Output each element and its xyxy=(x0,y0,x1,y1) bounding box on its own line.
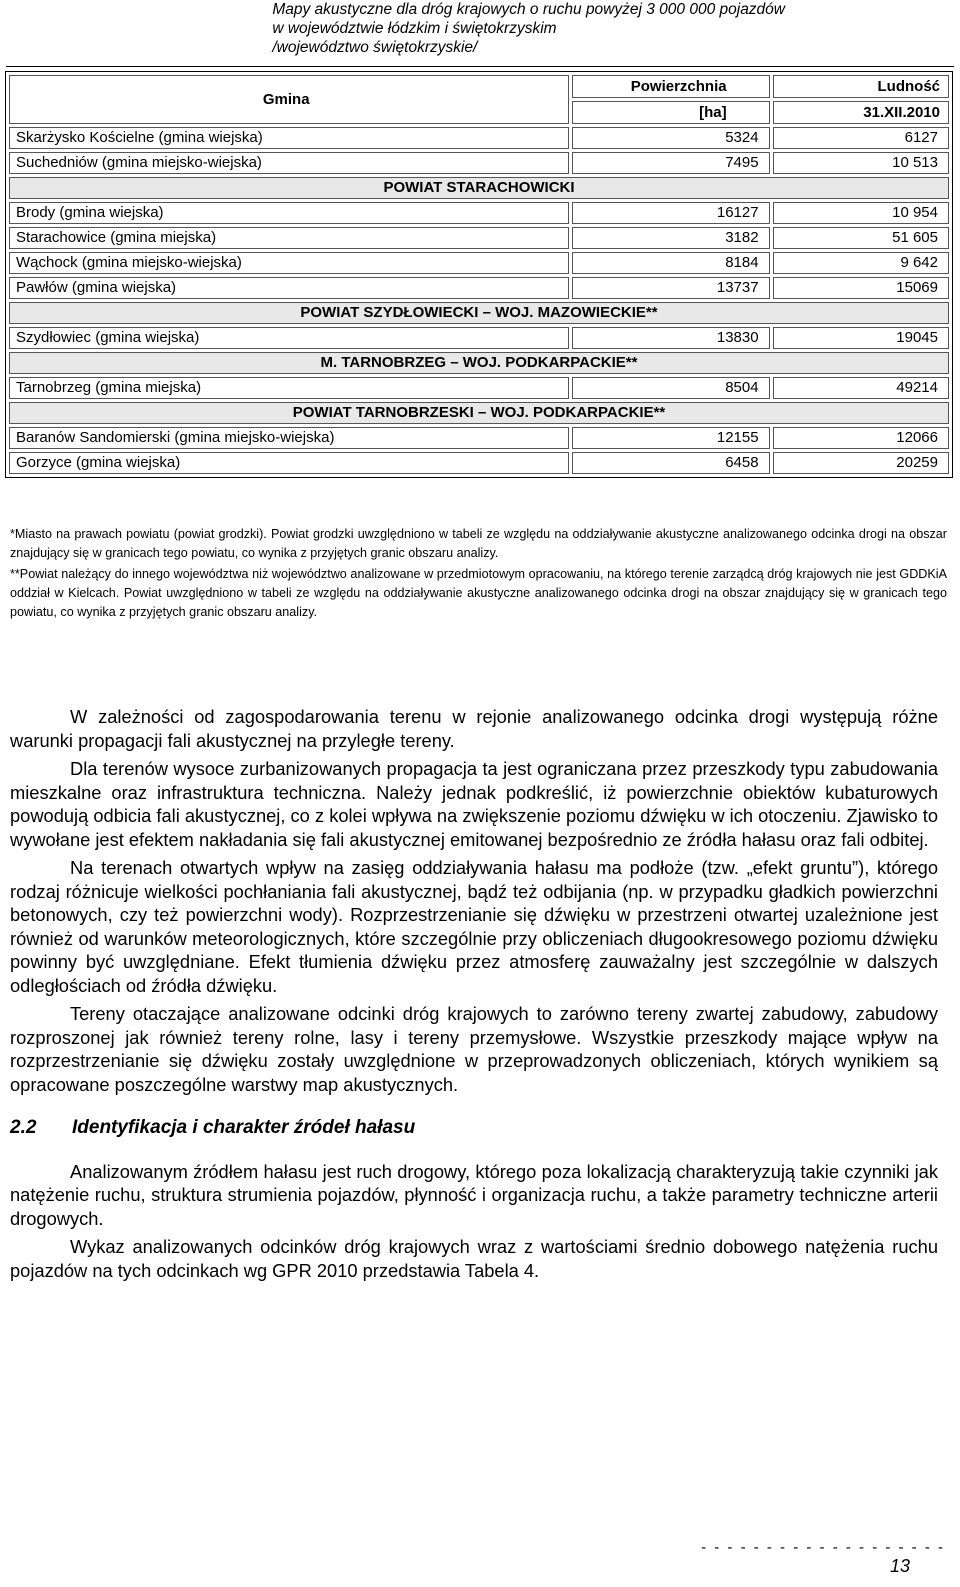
table-group-row xyxy=(9,302,949,324)
group-label: M. TARNOBRZEG – WOJ. PODKARPACKIE** xyxy=(9,352,949,374)
cell-gmina: Brody (gmina wiejska) xyxy=(9,202,569,224)
cell-population: 49214 xyxy=(773,377,949,399)
table-row xyxy=(9,127,949,149)
paragraph-2: Dla terenów wysoce zurbanizowanych propagacja ta jest ograniczana przez przeszkody typu zabudowania mieszkalne oraz infrastruktura techniczna. Należy jednak podkreślić, iż powierzchnie obiektów kubaturowych powodują odbicia fali akustycznej, co z kolei wpływa na zwiększenie poziomu dźwięku w ich otoczeniu. Zjawisko to wywołane jest efektem nakładania się fali akustycznej emitowanej bezpośrednio ze źródła hałasu oraz fali odbitej. xyxy=(10,758,938,850)
cell-gmina: Wąchock (gmina miejsko-wiejska) xyxy=(9,252,569,274)
paragraph-5: Analizowanym źródłem hałasu jest ruch drogowy, którego poza lokalizacją charakteryzują takie czynniki jak natężenie ruchu, struktura strumienia pojazdów, płynność i organizacja ruchu, a także parametry techniczne arterii drogowych. xyxy=(10,1160,938,1229)
table-group-row xyxy=(9,402,949,424)
footnote-2: **Powiat należący do innego województwa niż województwo analizowane w przedmiotowym opracowaniu, na którego terenie zarządcą dróg krajowych nie jest GDDKiA oddział w Kielcach. Powiat uwzględniono w tabeli ze względu na oddziaływanie akustyczne analizowanego odcinka drogi na obszar znajdujący się w granicach tego powiatu, co wynika z przyjętych granic obszaru analizy. xyxy=(10,567,947,619)
cell-area: 13737 xyxy=(572,277,769,299)
cell-population: 15069 xyxy=(773,277,949,299)
column-header-population: Ludność xyxy=(773,75,949,98)
header-line-3: /województwo świętokrzyskie/ xyxy=(272,39,478,56)
cell-area: 12155 xyxy=(572,427,769,449)
cell-population: 10 954 xyxy=(773,202,949,224)
cell-population: 20259 xyxy=(773,452,949,474)
cell-population: 6127 xyxy=(773,127,949,149)
footer-dashes: - - - - - - - - - - - - - - - - - - - xyxy=(701,1539,945,1556)
paragraph-1: W zależności od zagospodarowania terenu w rejonie analizowanego odcinka drogi występują różne warunki propagacji fali akustycznej na przyległe tereny. xyxy=(10,706,938,751)
cell-population: 19045 xyxy=(773,327,949,349)
table-row xyxy=(9,202,949,224)
cell-population: 10 513 xyxy=(773,152,949,174)
cell-gmina: Pawłów (gmina wiejska) xyxy=(9,277,569,299)
column-header-population-date: 31.XII.2010 xyxy=(773,101,949,124)
cell-gmina: Szydłowiec (gmina wiejska) xyxy=(9,327,569,349)
cell-gmina: Suchedniów (gmina miejsko-wiejska) xyxy=(9,152,569,174)
group-label: POWIAT SZYDŁOWIECKI – WOJ. MAZOWIECKIE** xyxy=(9,302,949,324)
gmina-table xyxy=(5,71,953,478)
section-heading xyxy=(10,1116,938,1140)
table-row xyxy=(9,152,949,174)
cell-gmina: Baranów Sandomierski (gmina miejsko-wiejska) xyxy=(9,427,569,449)
body-text xyxy=(10,705,938,1287)
table-row xyxy=(9,427,949,449)
cell-population: 12066 xyxy=(773,427,949,449)
cell-population: 51 605 xyxy=(773,227,949,249)
table-row xyxy=(9,327,949,349)
page-number: 13 xyxy=(889,1556,910,1576)
header-line-2: w województwie łódzkim i świętokrzyskim xyxy=(272,20,557,37)
column-header-area-unit: [ha] xyxy=(572,101,769,124)
table-row xyxy=(9,227,949,249)
section-title: Identyfikacja i charakter źródeł hałasu xyxy=(72,1117,416,1138)
column-header-area: Powierzchnia xyxy=(572,75,769,98)
section-number: 2.2 xyxy=(10,1117,37,1138)
cell-gmina: Tarnobrzeg (gmina miejska) xyxy=(9,377,569,399)
cell-area: 7495 xyxy=(572,152,769,174)
group-label: POWIAT TARNOBRZESKI – WOJ. PODKARPACKIE** xyxy=(9,402,949,424)
cell-area: 8504 xyxy=(572,377,769,399)
cell-gmina: Starachowice (gmina miejska) xyxy=(9,227,569,249)
footnote-1: *Miasto na prawach powiatu (powiat grodzki). Powiat grodzki uwzględniono w tabeli ze względu na oddziaływanie akustyczne analizowanego odcinka drogi na obszar znajdujący się w granicach tego powiatu, co wynika z przyjętych granic obszaru analizy. xyxy=(10,527,947,560)
table-group-row xyxy=(9,177,949,199)
column-header-gmina: Gmina xyxy=(9,75,569,124)
cell-area: 6458 xyxy=(572,452,769,474)
paragraph-3: Na terenach otwartych wpływ na zasięg oddziaływania hałasu ma podłoże (tzw. „efekt gruntu”), którego rodzaj różnicuje wielkości pochłaniania fali akustycznej, bądź też odbijania (np. w przypadku gładkich powierzchni betonowych, czy też powierzchni wody). Rozprzestrzenianie się dźwięku w przestrzeni otwartej uzależnione jest również od warunków meteorologicznych, które szczególnie przy obliczeniach długookresowego poziomu dźwięku powinny być uwzględniane. Efekt tłumienia dźwięku przez atmosferę zauważalny jest szczególnie w dalszych odległościach od źródła dźwięku. xyxy=(10,857,938,996)
cell-area: 3182 xyxy=(572,227,769,249)
cell-area: 16127 xyxy=(572,202,769,224)
paragraph-4: Tereny otaczające analizowane odcinki dróg krajowych to zarówno tereny zwartej zabudowy, zabudowy rozproszonej jak również tereny rolne, lasy i tereny przemysłowe. Wszystkie przeszkody mające wpływ na rozprzestrzenianie się dźwięku zostały uwzględnione w przeprowadzonych obliczeniach, których wynikiem są opracowane poszczególne warstwy map akustycznych. xyxy=(10,1003,938,1095)
table-row xyxy=(9,452,949,474)
table-body xyxy=(9,127,949,474)
page-header xyxy=(272,0,785,57)
group-label: POWIAT STARACHOWICKI xyxy=(9,177,949,199)
cell-area: 13830 xyxy=(572,327,769,349)
header-line-1: Mapy akustyczne dla dróg krajowych o ruchu powyżej 3 000 000 pojazdów xyxy=(272,1,785,18)
header-rule xyxy=(6,66,954,67)
cell-area: 8184 xyxy=(572,252,769,274)
table-row xyxy=(9,277,949,299)
table-group-row xyxy=(9,352,949,374)
cell-gmina: Skarżysko Kościelne (gmina wiejska) xyxy=(9,127,569,149)
table-row xyxy=(9,377,949,399)
paragraph-6: Wykaz analizowanych odcinków dróg krajowych wraz z wartościami średnio dobowego natężenia ruchu pojazdów na tych odcinkach wg GPR 2010 przedstawia Tabela 4. xyxy=(10,1236,938,1281)
cell-gmina: Gorzyce (gmina wiejska) xyxy=(9,452,569,474)
table-footnotes xyxy=(10,525,947,624)
cell-area: 5324 xyxy=(572,127,769,149)
table-row xyxy=(9,252,949,274)
cell-population: 9 642 xyxy=(773,252,949,274)
